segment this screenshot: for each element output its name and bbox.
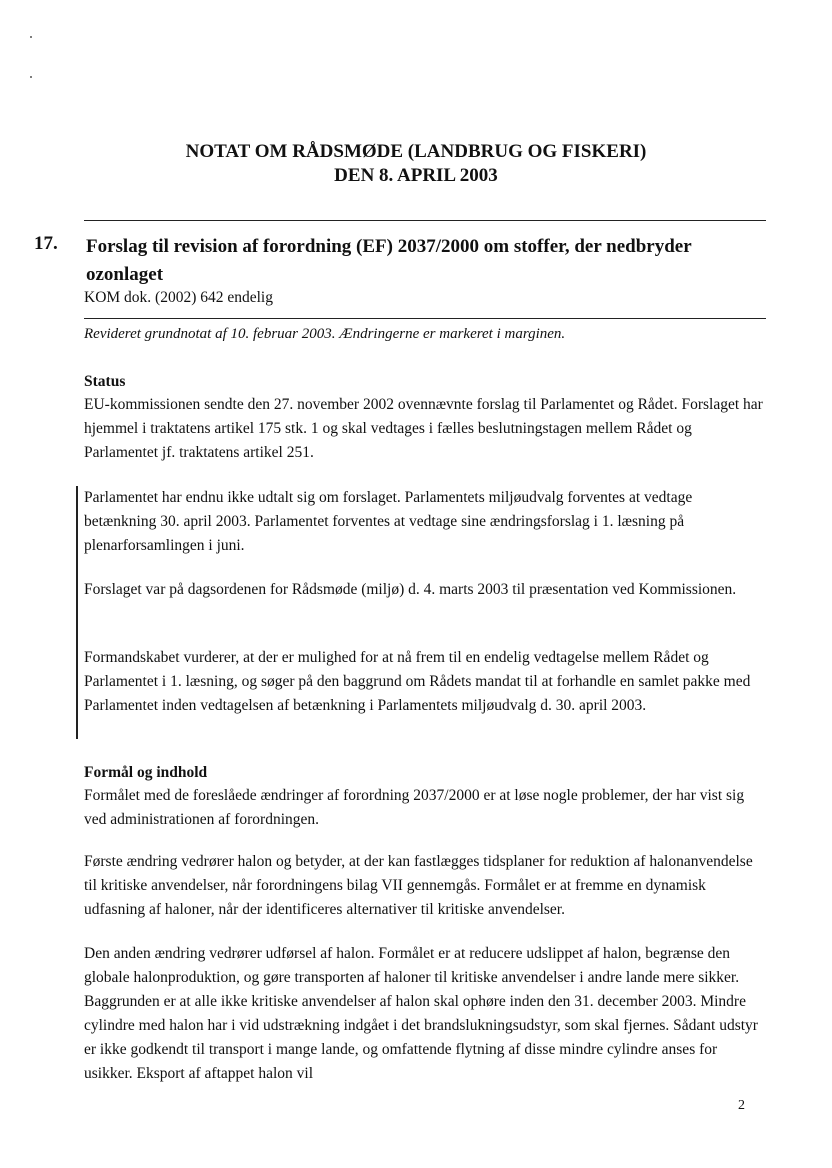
document-reference: KOM dok. (2002) 642 endelig: [84, 289, 273, 306]
status-paragraph-3: Forslaget var på dagsordenen for Rådsmøde (miljø) d. 4. marts 2003 til præsentation ved Kommissionen.: [84, 581, 737, 598]
section-number: 17.: [34, 233, 58, 254]
section-divider: [84, 318, 766, 319]
revision-note: Revideret grundnotat af 10. februar 2003. Ændringerne er markeret i marginen.: [84, 326, 566, 342]
section-title: Forslag til revision af forordning (EF) 2037/2000 om stoffer, der nedbryder ozonlaget: [86, 236, 692, 285]
scan-speck: [30, 76, 32, 78]
status-heading: Status: [84, 373, 126, 390]
status-paragraph-4: Formandskabet vurderer, at der er mulighed for at nå frem til en endelig vedtagelse mellem Rådet og Parlamentet i 1. læsning, og søger på den baggrund om Rådets mandat til at forhandle en samlet pakke med Parlamentet inden vedtagelsen af betænkning i Parlamentets miljøudvalg d. 30. april 2003.: [84, 649, 751, 714]
document-date: DEN 8. APRIL 2003: [334, 165, 498, 186]
status-paragraph-2: Parlamentet har endnu ikke udtalt sig om forslaget. Parlamentets miljøudvalg forventes at vedtage betænkning 30. april 2003. Parlamentet forventes at vedtage sine ændringsforslag i 1. læsning på plenarforsamlingen i juni.: [84, 489, 693, 554]
document-title: NOTAT OM RÅDSMØDE (LANDBRUG OG FISKERI): [185, 141, 647, 162]
purpose-paragraph-3: Den anden ændring vedrører udførsel af halon. Formålet er at reducere udslippet af halon, begrænse den globale halonproduktion, og gøre transporten af haloner til kritiske anvendelser i andre lande mere sikker. Baggrunden er at alle ikke kritiske anvendelser af halon skal ophøre inden den 31. december 2003. Mindre cylindre med halon har i vid udstrækning indgået i det brandslukningsudstyr, som skal fjernes. Sådant udstyr er ikke godkendt til transport i mange lande, og omfattende flytning af disse mindre cylindre anses for usikker. Eksport af aftappet halon vil: [84, 945, 758, 1082]
scan-speck: [30, 36, 32, 38]
purpose-heading: Formål og indhold: [84, 764, 208, 781]
status-paragraph-1: EU-kommissionen sendte den 27. november 2002 ovennævnte forslag til Parlamentet og Rådet. Forslaget har hjemmel i traktatens artikel 175 stk. 1 og skal vedtages i fælles beslutningstagen mellem Rådet og Parlamentet jf. traktatens artikel 251.: [84, 396, 763, 461]
top-divider: [84, 220, 766, 221]
purpose-paragraph-2: Første ændring vedrører halon og betyder, at der kan fastlægges tidsplaner for reduktion af halonanvendelse til kritiske anvendelser, når forordningens bilag VII gennemgås. Formålet er at fremme en dynamisk udfasning af haloner, når der identificeres alternativer til kritiske anvendelser.: [84, 853, 753, 918]
change-margin-marker: [76, 486, 78, 739]
page-number: 2: [738, 1098, 745, 1113]
purpose-paragraph-1: Formålet med de foreslåede ændringer af forordning 2037/2000 er at løse nogle problemer, der har vist sig ved administrationen af forordningen.: [84, 787, 745, 828]
